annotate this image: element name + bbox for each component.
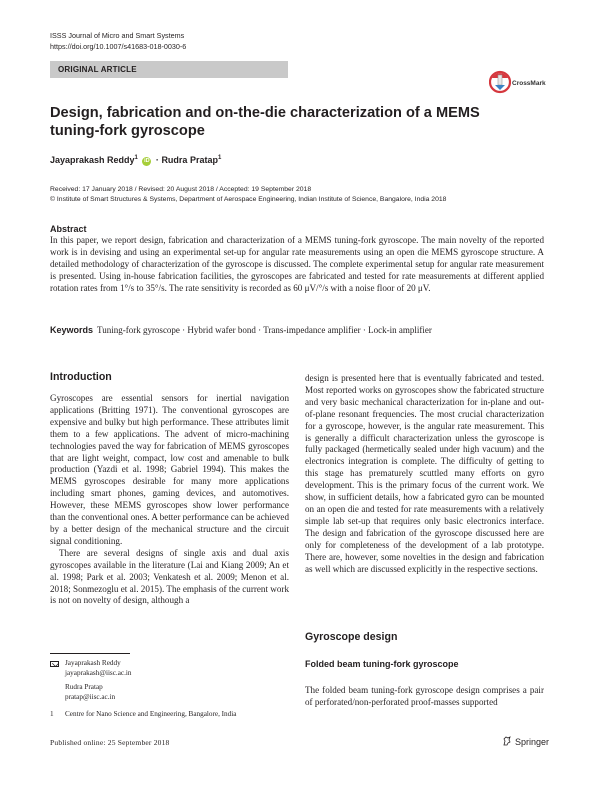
subsection-heading-folded-beam: Folded beam tuning-fork gyroscope (305, 659, 459, 669)
springer-horse-icon (502, 736, 512, 746)
corresponding-author-email[interactable]: jayaprakash@iisc.ac.in (65, 668, 132, 677)
footnotes (50, 659, 236, 720)
article-title: Design, fabrication and on-the-die characterization of a MEMS tuning-fork gyroscope (50, 105, 480, 139)
affiliation-footnote-mark: 1 (50, 710, 54, 718)
affiliation-mark: 1 (217, 155, 222, 161)
corresponding-author-name: Jayaprakash Reddy (65, 659, 121, 667)
section-heading-introduction: Introduction (50, 371, 112, 383)
paragraph: The folded beam tuning-fork gyroscope design comprises a pair of perforated/non-perforated proof-masses supported (305, 685, 544, 707)
published-online-date: Published online: 25 September 2018 (50, 738, 170, 747)
keywords (50, 325, 544, 335)
author-separator: · (155, 155, 159, 165)
author-list (50, 155, 221, 166)
doi-link[interactable]: https://doi.org/10.1007/s41683-018-0030-6 (50, 42, 187, 51)
right-column (305, 373, 544, 575)
left-column (50, 393, 289, 607)
paragraph: Gyroscopes are essential sensors for inertial navigation applications (Britting 1971). The conventional gyroscopes are expensive and bulky but high performance. These attributes limit them to a few applications. The advent of micro-machining technologies paved the way for fabrication of MEMS gyroscopes that are light weight, compact, low cost and amenable to bulk production (Yazdi et al. 1998; Gabriel 1994). This makes the MEMS gyroscopes desirable for many more applications including smart phones, gaming devices, and automotives. However, these MEMS gyroscopes show lower performance than the conventional ones. A better performance can be achieved by a better design of the mechanical structure and the circuit signal conditioning. (50, 393, 289, 546)
coauthor-email[interactable]: pratap@iisc.ac.in (65, 692, 116, 701)
crossmark-icon (489, 69, 511, 95)
paragraph: design is presented here that is eventually fabricated and tested. Most reported works on gyroscopes show the fabricated structure and very basic mechanical characterization for in-plane and out-of-plane resonant frequencies. The most crucial characterization for a gyroscope, however, is the angular rate measurement. This is generally a difficult characterization unless the gyroscope is fully packaged (hermetically sealed under high vacuum) and the electronics integration is complete. The difficulty of getting to this stage has prematurely scuttled many efforts on gyro development. This is the primary focus of the current work. We show, in sufficient details, how a fabricated gyro can be mounted on an open die and tested for rate measurements with a relatively simple lab set-up that requires only basic electronics interface. The design and fabrication of the gyroscope discussed here are only for completeness of the development of a lab prototype. There are, however, some novelties in the design and fabrication as well which are discussed explicitly in the respective sections. (305, 373, 544, 574)
article-dates: Received: 17 January 2018 / Revised: 20 August 2018 / Accepted: 19 September 2018 (50, 186, 312, 193)
keywords-label: Keywords (50, 325, 94, 335)
coauthor-name: Rudra Pratap (65, 683, 103, 691)
affiliation-mark: 1 (134, 155, 138, 161)
section-heading-gyroscope-design: Gyroscope design (305, 631, 398, 643)
right-column-continued (305, 685, 544, 709)
author-name[interactable]: Rudra Pratap (161, 155, 218, 165)
publisher-name: Springer (515, 737, 550, 747)
orcid-icon[interactable]: iD (144, 158, 150, 164)
article-type-bar (50, 61, 288, 78)
abstract-text: In this paper, we report design, fabrication and characterization of a MEMS tuning-fork gyroscope. The main novelty of the reported work is in devising and using an experimental set-up for angular rate measurements using an open die MEMS gyroscope structure. A detailed methodology of characterization of the gyroscope is discussed. The complete experimental setup for angular rate measurement is presented. Using in-house fabrication facilities, the gyroscopes are fabricated and tested for rate measurements at different applied rotation rates from 1°/s to 35°/s. The rate sensitivity is recorded as 60 μV/°/s with a noise floor of 20 μV. (50, 235, 544, 293)
copyright-line: © Institute of Smart Structures & Systems, Department of Aerospace Engineering, Indian Institute of Science, Bangalore, India 2018 (50, 196, 447, 203)
affiliation-text: Centre for Nano Science and Engineering, Bangalore, India (65, 710, 237, 718)
abstract-heading: Abstract (50, 224, 87, 234)
author-name[interactable]: Jayaprakash Reddy (50, 155, 135, 165)
keywords-list: Tuning-fork gyroscope · Hybrid wafer bond · Trans-impedance amplifier · Lock-in amplifier (97, 325, 432, 335)
crossmark-label: CrossMark (512, 80, 546, 87)
journal-name: ISSS Journal of Micro and Smart Systems (50, 31, 185, 40)
affiliation-note (50, 710, 236, 720)
footnote-divider (50, 653, 130, 654)
publisher-logo[interactable] (502, 736, 549, 747)
corresponding-author-note (50, 659, 236, 702)
article-type-label: ORIGINAL ARTICLE (58, 65, 137, 74)
paragraph: There are several designs of single axis and dual axis gyroscopes available in the literature (Lai and Kiang 2009; An et al. 1998; Park et al. 2003; Venkatesh et al. 2009; Menon et al. 2018; Sonmezoglu et al. 2015). The emphasis of the current work is not on novelty of design, although a (50, 547, 289, 606)
envelope-icon (50, 661, 59, 667)
crossmark-badge[interactable] (489, 69, 545, 99)
